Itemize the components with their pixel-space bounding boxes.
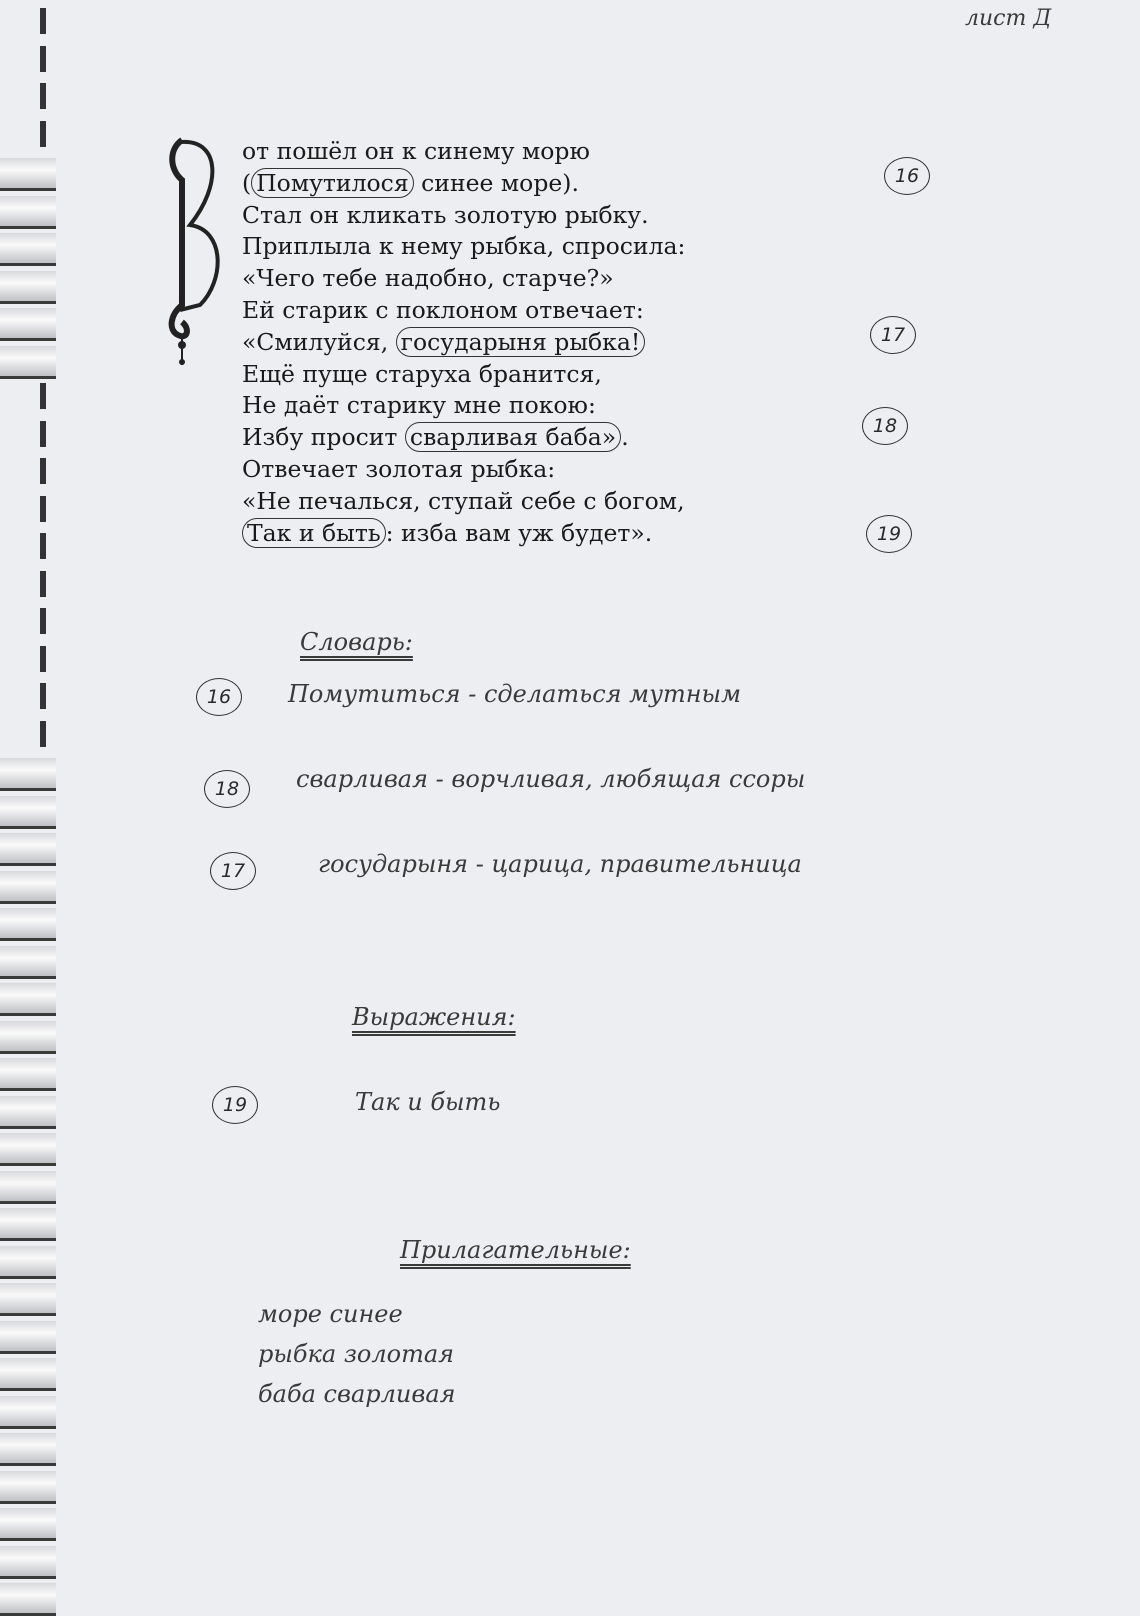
vocab-entry: Помутиться - сделаться мутным (288, 680, 741, 708)
binding-hole (40, 571, 46, 597)
binding-hole (40, 646, 46, 672)
marker-16: 16 (884, 157, 930, 195)
vocab-number: 18 (204, 770, 250, 808)
poem-text (242, 136, 685, 549)
binding-ring (0, 1283, 56, 1316)
poem-line: «Чего тебе надобно, старче?» (242, 264, 614, 293)
binding-ring (0, 1133, 56, 1166)
binding-ring (0, 1321, 56, 1354)
expression-entry: Так и быть (355, 1088, 501, 1116)
circled-word: сварливая баба» (405, 422, 621, 452)
expression-number: 19 (212, 1086, 258, 1124)
binding-hole (40, 121, 46, 147)
poem-line: «Смилуйся, государыня рыбка! (242, 327, 685, 359)
binding-ring (0, 1358, 56, 1391)
binding-ring (0, 308, 56, 341)
sheet-label: лист Д (965, 6, 1052, 31)
binding-ring (0, 1208, 56, 1241)
vocab-number: 16 (196, 678, 242, 716)
vocabulary-heading: Словарь: (300, 628, 413, 656)
binding-hole (40, 8, 46, 34)
binding-ring (0, 1546, 56, 1579)
binding-ring (0, 1396, 56, 1429)
marker-19: 19 (866, 515, 912, 553)
binding-ring (0, 871, 56, 904)
binding-ring (0, 908, 56, 941)
expressions-heading: Выражения: (352, 1003, 516, 1031)
binding-hole (40, 608, 46, 634)
poem-line: Приплыла к нему рыбка, спросила: (242, 232, 686, 261)
poem-line: ( Помутилося синее море). (242, 168, 579, 197)
marker-17: 17 (870, 316, 916, 354)
binding-hole (40, 496, 46, 522)
poem-line: от пошёл он к синему морю (242, 137, 590, 165)
adjective-entry: рыбка золотая (258, 1340, 455, 1368)
binding-ring (0, 1246, 56, 1279)
binding-ring (0, 796, 56, 829)
poem-line: Отвечает золотая рыбка: (242, 454, 556, 483)
binding-hole (40, 383, 46, 409)
adjectives-heading: Прилагательные: (400, 1236, 631, 1264)
binding-hole (40, 533, 46, 559)
binding-ring (0, 758, 56, 791)
binding-ring (0, 1471, 56, 1504)
poem-line: Так и быть : изба вам уж будет». (242, 518, 685, 550)
binding-ring (0, 158, 56, 191)
binding-ring (0, 1096, 56, 1129)
circled-word: Так и быть (242, 518, 386, 548)
poem-line: Ей старик с поклоном отвечает: (242, 295, 644, 324)
binding-hole (40, 83, 46, 109)
decorative-dropcap (160, 130, 230, 370)
binding-hole (40, 721, 46, 747)
binding-ring (0, 1171, 56, 1204)
circled-word: Помутилося (251, 168, 413, 198)
poem-line: «Не печалься, ступай себе с богом, (242, 486, 685, 515)
binding-hole (40, 683, 46, 709)
poem-line: Избу просит сварливая баба» . (242, 423, 629, 452)
binding-ring (0, 833, 56, 866)
binding-ring (0, 1508, 56, 1541)
spiral-binding (0, 0, 60, 1600)
binding-ring (0, 946, 56, 979)
binding-ring (0, 1433, 56, 1466)
adjective-entry: баба сварливая (258, 1380, 456, 1408)
marker-18: 18 (862, 407, 908, 445)
binding-hole (40, 421, 46, 447)
binding-hole (40, 46, 46, 72)
poem-line: Ещё пуще старуха бранится, (242, 359, 602, 388)
binding-ring (0, 1058, 56, 1091)
vocab-entry: государыня - царица, правительница (318, 850, 802, 878)
binding-ring (0, 983, 56, 1016)
poem-line: Стал он кликать золотую рыбку. (242, 200, 649, 229)
poem-line: Не даёт старику мне покою: (242, 391, 596, 420)
vocab-entry: сварливая - ворчливая, любящая ссоры (296, 765, 806, 793)
binding-hole (40, 458, 46, 484)
binding-ring (0, 271, 56, 304)
binding-ring (0, 196, 56, 229)
circled-word: государыня рыбка! (396, 327, 646, 357)
binding-ring (0, 346, 56, 379)
binding-ring (0, 1021, 56, 1054)
binding-ring (0, 233, 56, 266)
adjective-entry: море синее (258, 1300, 403, 1328)
vocab-number: 17 (210, 852, 256, 890)
